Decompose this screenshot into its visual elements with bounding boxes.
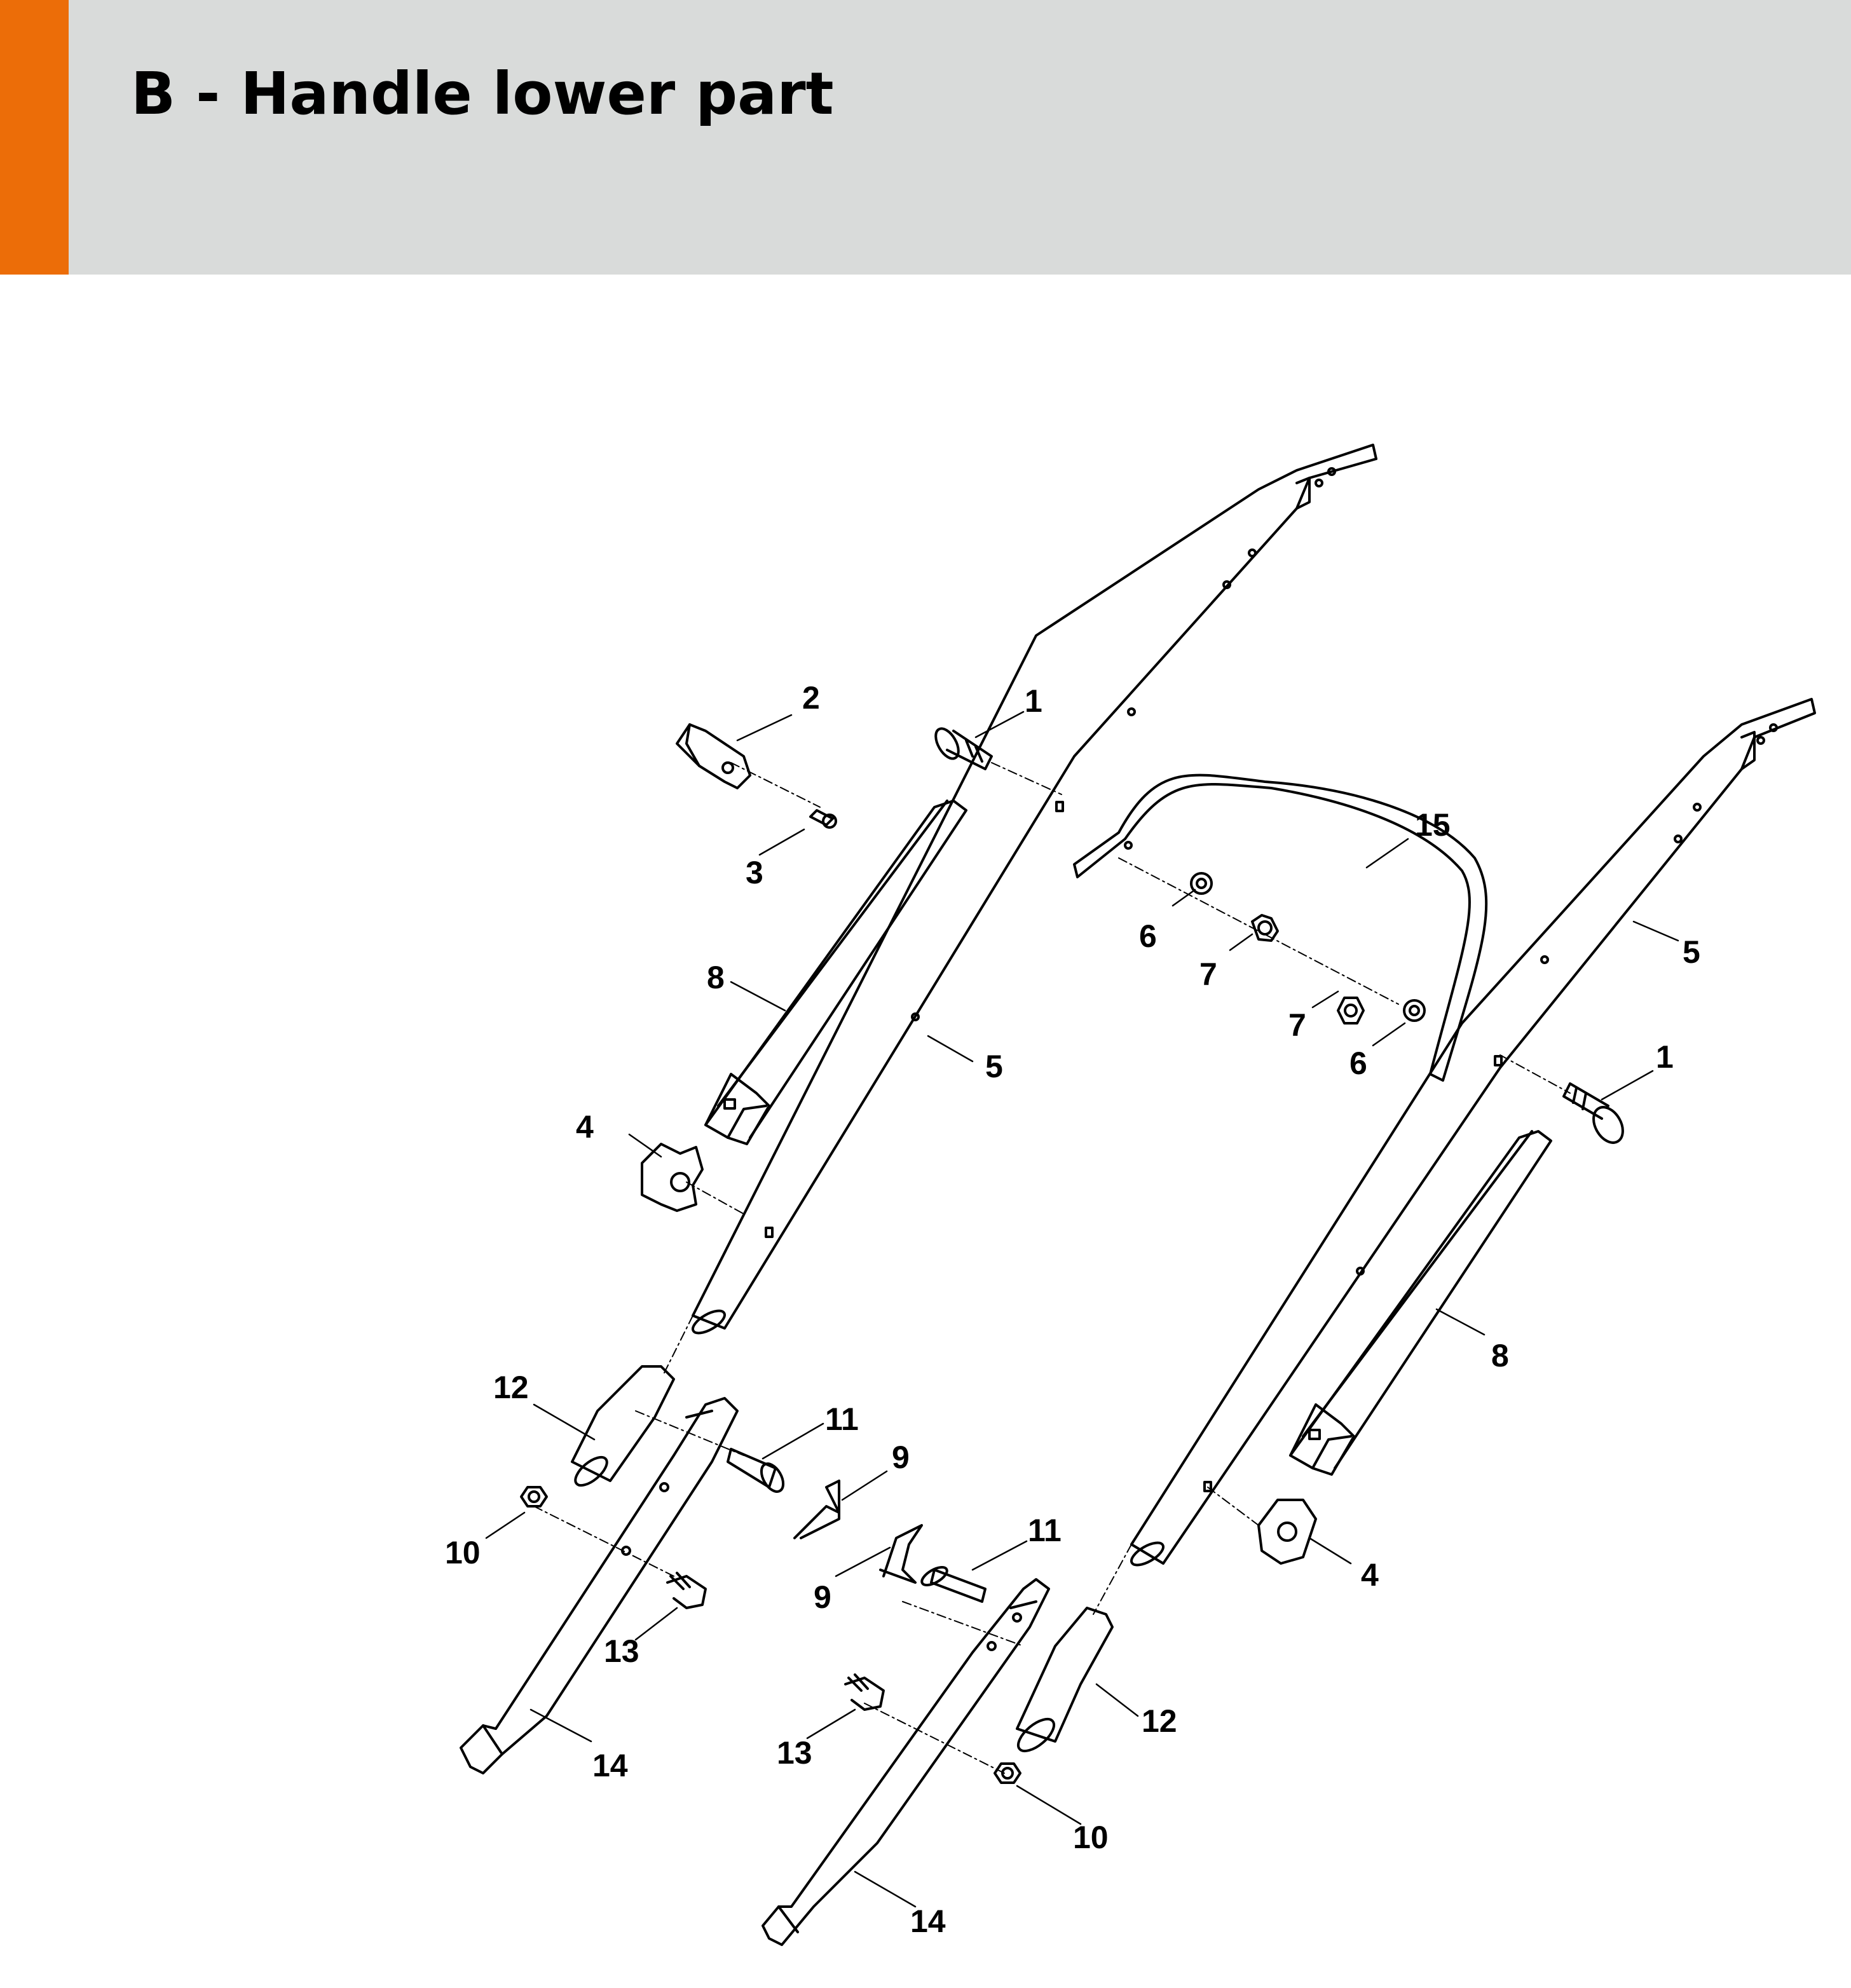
- callout-label: 1: [1656, 1039, 1674, 1075]
- callout-label: 5: [1683, 934, 1700, 970]
- hex-nut-right: [995, 1764, 1020, 1783]
- callout-label: 8: [1491, 1338, 1509, 1373]
- callout-label: 8: [707, 960, 725, 995]
- callout-label: 12: [493, 1370, 529, 1405]
- callout-label: 13: [777, 1735, 812, 1771]
- lower-arm-left: [461, 1398, 737, 1773]
- callout-label: 10: [1073, 1820, 1109, 1855]
- washer-right: [1404, 1000, 1424, 1021]
- star-knob-right: [1259, 1500, 1316, 1563]
- hex-nut-left: [521, 1487, 547, 1506]
- callout-label: 4: [1361, 1557, 1379, 1593]
- callout-label: 7: [1199, 957, 1217, 992]
- spring-clip-left: [795, 1481, 839, 1538]
- callout-label: 12: [1142, 1703, 1177, 1739]
- hex-bolt-left: [667, 1573, 706, 1608]
- assembly-lines: [534, 763, 1570, 1773]
- small-screw: [810, 810, 836, 827]
- callout-label: 1: [1025, 683, 1042, 719]
- callout-label: 7: [1288, 1007, 1306, 1043]
- callout-label: 13: [604, 1633, 639, 1669]
- nut-right: [1338, 998, 1363, 1023]
- callout-label: 4: [576, 1109, 594, 1145]
- clevis-pin-left: [728, 1449, 788, 1495]
- callout-label: 5: [985, 1049, 1003, 1084]
- star-knob-left: [642, 1144, 702, 1211]
- callout-label: 10: [445, 1535, 481, 1570]
- carriage-bolt-right: [1564, 1084, 1629, 1148]
- callout-label: 6: [1349, 1045, 1367, 1081]
- callout-label: 11: [825, 1401, 859, 1437]
- clevis-pin-right: [919, 1563, 985, 1602]
- callout-label: 9: [814, 1579, 831, 1615]
- callout-label: 2: [802, 680, 820, 716]
- callout-label: 14: [592, 1748, 628, 1783]
- clamp-part: [677, 725, 750, 788]
- hex-bolt-right: [845, 1675, 884, 1710]
- spring-clip-right: [880, 1525, 922, 1583]
- right-handle-tube: [1128, 699, 1815, 1569]
- callout-label: 14: [910, 1903, 946, 1939]
- left-handle-tube: [690, 445, 1376, 1337]
- carriage-bolt-left: [931, 725, 992, 769]
- leader-lines: [486, 712, 1678, 1907]
- callout-label: 6: [1139, 918, 1157, 954]
- page-title: B - Handle lower part: [131, 60, 834, 128]
- callout-label: 3: [746, 855, 763, 890]
- callout-label: 9: [892, 1440, 910, 1475]
- callout-label: 15: [1415, 807, 1451, 843]
- cap-nut-left: [1252, 915, 1278, 941]
- callout-labels: [445, 680, 1700, 1939]
- sleeve-left: [571, 1366, 674, 1490]
- callout-label: 11: [1028, 1513, 1062, 1548]
